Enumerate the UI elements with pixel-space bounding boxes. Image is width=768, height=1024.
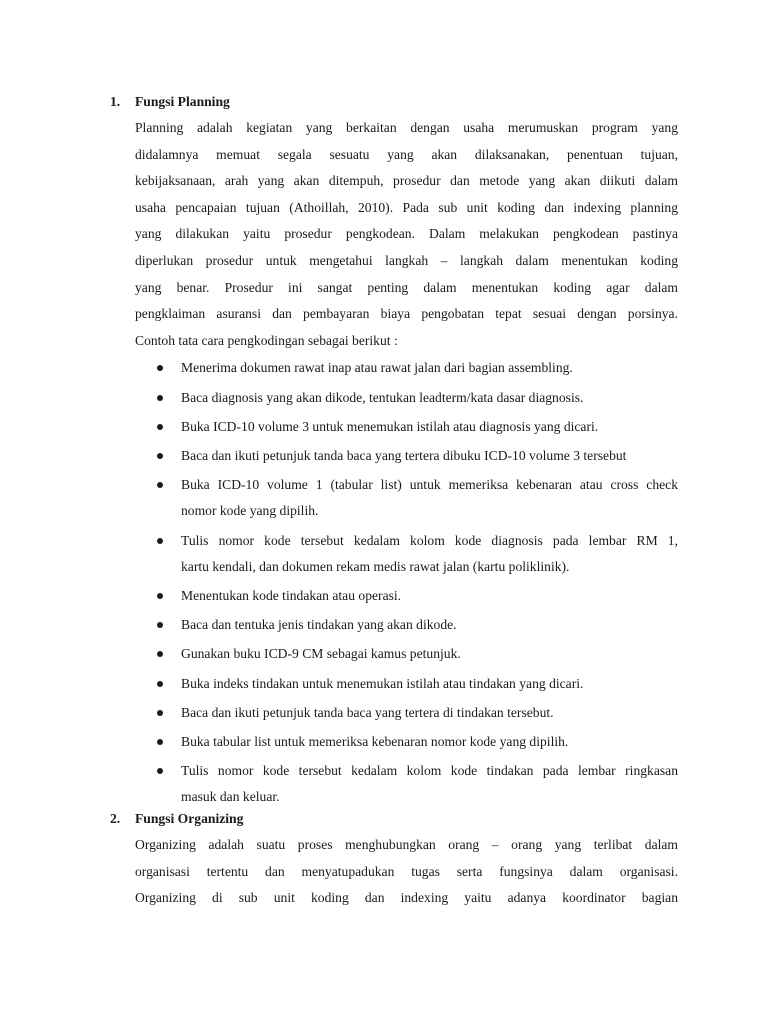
list-item-line: kartu kendali, dan dokumen rekam medis rawat jalan (kartu poliklinik). <box>181 558 570 574</box>
list-item-line: Tulis nomor kode tersebut kedalam kolom kode tindakan pada lembar ringkasan <box>181 763 678 779</box>
bullet-dot-icon <box>157 453 163 459</box>
list-item <box>135 385 678 411</box>
list-item <box>135 355 678 381</box>
list-item <box>135 641 678 667</box>
section-paragraph <box>135 115 678 354</box>
bullet-dot-icon <box>157 681 163 687</box>
list-item <box>135 472 678 524</box>
bullet-dot-icon <box>157 538 163 544</box>
list-item <box>135 700 678 726</box>
list-item <box>135 443 678 469</box>
list-item <box>135 583 678 609</box>
bullet-dot-icon <box>157 768 163 774</box>
list-item-text <box>181 443 678 469</box>
list-item-line: Baca dan ikuti petunjuk tanda baca yang tertera dibuku ICD-10 volume 3 tersebut <box>181 447 627 463</box>
paragraph-line: Planning adalah kegiatan yang berkaitan dengan usaha merumuskan program yang <box>135 120 678 135</box>
list-item-text <box>181 583 678 609</box>
bullet-dot-icon <box>157 710 163 716</box>
list-item-text <box>181 472 678 524</box>
list-item-line: Menentukan kode tindakan atau operasi. <box>181 587 402 603</box>
section-paragraph <box>135 832 678 912</box>
list-item-text <box>181 700 678 726</box>
list-item-text <box>181 671 678 697</box>
bullet-list <box>135 355 678 810</box>
section-number: 2. <box>110 811 121 826</box>
bullet-dot-icon <box>157 365 163 371</box>
bullet-dot-icon <box>157 651 163 657</box>
list-item-line: Buka indeks tindakan untuk menemukan istilah atau tindakan yang dicari. <box>181 675 584 691</box>
list-item-line: Buka tabular list untuk memeriksa kebenaran nomor kode yang dipilih. <box>181 733 569 749</box>
bullet-dot-icon <box>157 622 163 628</box>
paragraph-line: didalamnya memuat segala sesuatu yang akan dilaksanakan, penentuan tujuan, <box>135 146 678 162</box>
paragraph-line: diperlukan prosedur untuk mengetahui langkah – langkah dalam menentukan koding <box>135 252 678 268</box>
paragraph-line: yang dilakukan yaitu prosedur pengkodean. Dalam melakukan pengkodean pastinya <box>135 226 678 242</box>
section-title: Fungsi Organizing <box>135 811 244 826</box>
list-item <box>135 729 678 755</box>
paragraph-line: pengklaiman asuransi dan pembayaran biaya pengobatan tepat sesuai dengan porsinya. <box>135 306 678 322</box>
list-item-text <box>181 355 678 381</box>
bullet-dot-icon <box>157 739 163 745</box>
bullet-dot-icon <box>157 482 163 488</box>
list-item-line: Baca dan tentuka jenis tindakan yang akan dikode. <box>181 617 457 633</box>
section-heading <box>110 806 678 832</box>
list-item-text <box>181 758 678 810</box>
list-item-line: Menerima dokumen rawat inap atau rawat jalan dari bagian assembling. <box>181 360 573 376</box>
section-fungsi-organizing <box>110 806 678 912</box>
list-item-line: Buka ICD-10 volume 3 untuk menemukan istilah atau diagnosis yang dicari. <box>181 418 599 434</box>
list-item-line: masuk dan keluar. <box>181 789 280 805</box>
list-item-text <box>181 385 678 411</box>
list-item <box>135 671 678 697</box>
list-item-line: Gunakan buku ICD-9 CM sebagai kamus petunjuk. <box>181 646 461 662</box>
list-item-text <box>181 729 678 755</box>
paragraph-line: Organizing adalah suatu proses menghubungkan orang – orang yang terlibat dalam <box>135 837 678 852</box>
section-heading <box>110 89 678 115</box>
list-item <box>135 758 678 810</box>
bullet-dot-icon <box>157 424 163 430</box>
section-fungsi-planning <box>110 89 678 814</box>
bullet-dot-icon <box>157 395 163 401</box>
list-item-text <box>181 641 678 667</box>
section-title: Fungsi Planning <box>135 94 230 109</box>
list-item <box>135 528 678 580</box>
list-item <box>135 612 678 638</box>
list-item-line: Buka ICD-10 volume 1 (tabular list) untuk memeriksa kebenaran atau cross check <box>181 477 678 493</box>
paragraph-line: Organizing di sub unit koding dan indexing yaitu adanya koordinator bagian <box>135 890 678 906</box>
list-item-text <box>181 612 678 638</box>
section-number: 1. <box>110 94 121 109</box>
paragraph-line: yang benar. Prosedur ini sangat penting dalam menentukan koding agar dalam <box>135 279 678 295</box>
list-item-line: Baca dan ikuti petunjuk tanda baca yang tertera di tindakan tersebut. <box>181 704 554 720</box>
list-item-line: Baca diagnosis yang akan dikode, tentukan leadterm/kata dasar diagnosis. <box>181 389 584 405</box>
paragraph-line: Contoh tata cara pengkodingan sebagai berikut : <box>135 332 398 348</box>
list-item-line: nomor kode yang dipilih. <box>181 503 319 519</box>
bullet-dot-icon <box>157 593 163 599</box>
paragraph-line: organisasi tertentu dan menyatupadukan tugas serta fungsinya dalam organisasi. <box>135 863 678 879</box>
paragraph-line: kebijaksanaan, arah yang akan ditempuh, prosedur dan metode yang akan diikuti dalam <box>135 173 678 189</box>
list-item-line: Tulis nomor kode tersebut kedalam kolom kode diagnosis pada lembar RM 1, <box>181 532 678 548</box>
paragraph-line: usaha pencapaian tujuan (Athoillah, 2010). Pada sub unit koding dan indexing planning <box>135 199 678 215</box>
list-item-text <box>181 528 678 580</box>
list-item-text <box>181 414 678 440</box>
list-item <box>135 414 678 440</box>
